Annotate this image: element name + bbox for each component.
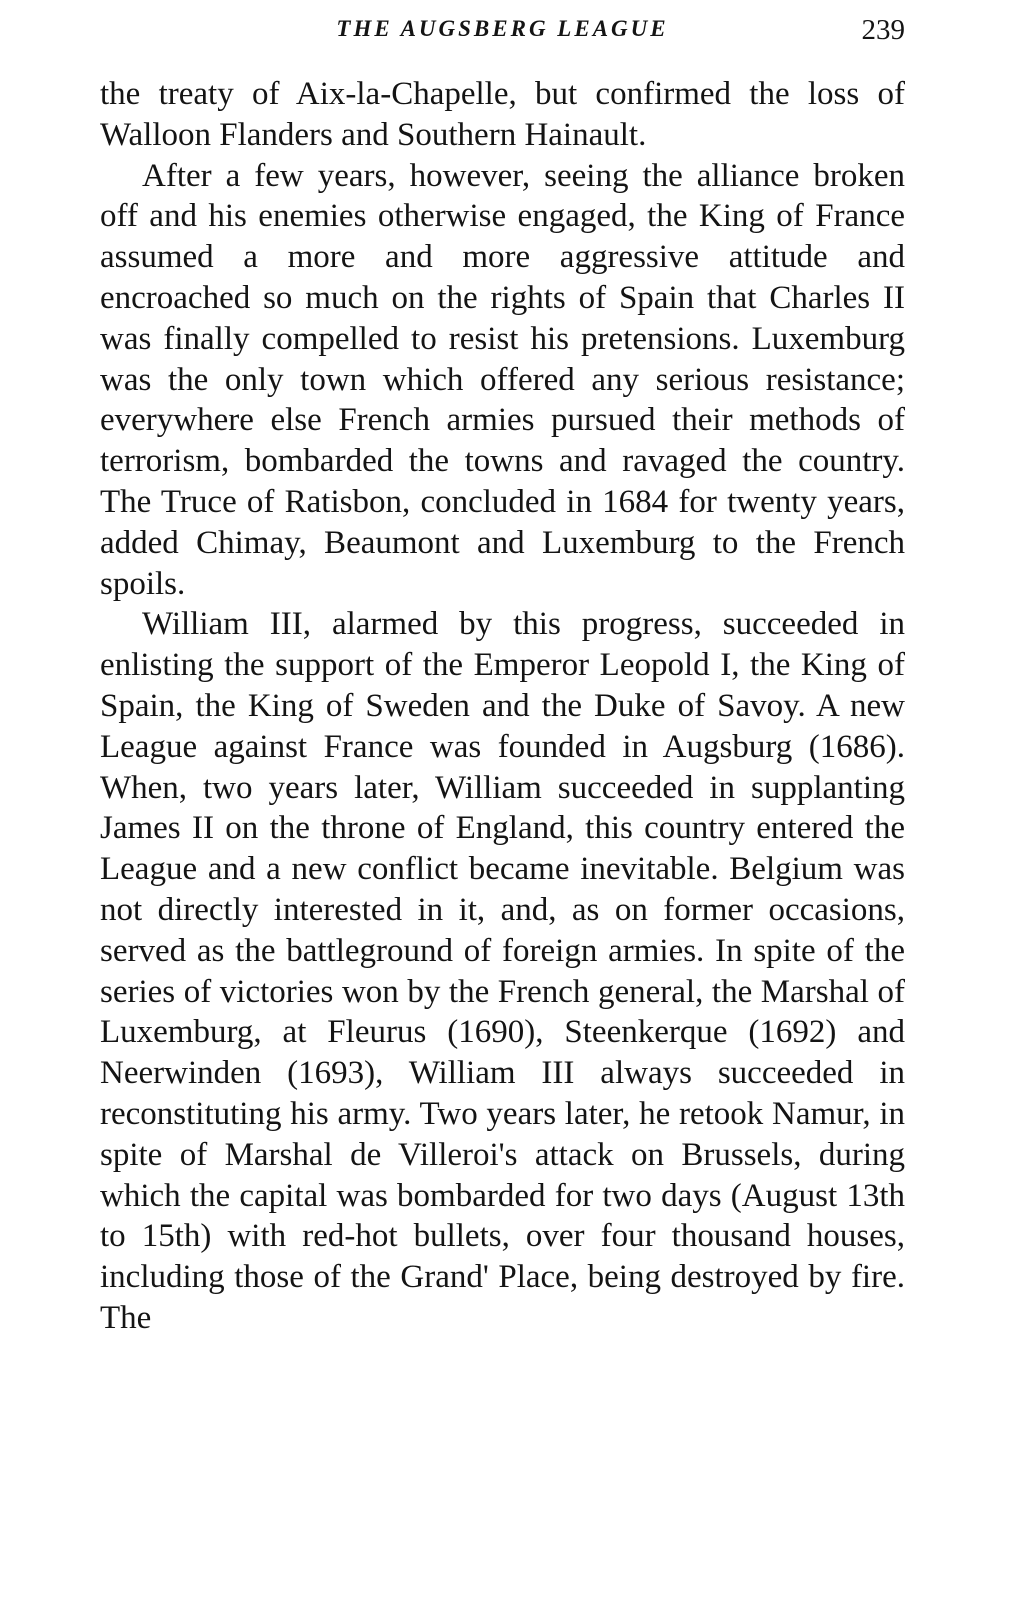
paragraph: William III, alarmed by this progress, succeeded in enlisting the support of the Emperor Leopold I, the King of Spain, the King of Sweden and the Duke of Savoy. A new League against France was founded in Augsburg (1686). When, two years later, William succeeded in supplanting James II on the throne of England, this country entered the League and a new conflict became inevitable. Belgium was not directly interested in it, and, as on former occasions, served as the battleground of foreign armies. In spite of the series of victories won by the French general, the Marshal of Luxemburg, at Fleurus (1690), Steenkerque (1692) and Neerwinden (1693), William III always succeeded in reconstituting his army. Two years later, he retook Namur, in spite of Marshal de Villeroi's attack on Brussels, during which the capital was bombarded for two days (August 13th to 15th) with red-hot bullets, over four thousand houses, including those of the Grand' Place, being destroyed by fire. The — [100, 606, 905, 1336]
running-head — [100, 14, 905, 50]
running-title: THE AUGSBERG LEAGUE — [336, 16, 669, 41]
page-number: 239 — [861, 14, 905, 46]
body-text — [100, 74, 905, 1339]
paragraph-continued: the treaty of Aix-la-Chapelle, but confirmed the loss of Walloon Flanders and Southern Hainault. — [100, 76, 905, 153]
paragraph: After a few years, however, seeing the alliance broken off and his enemies otherwise engaged, the King of France assumed a more and more aggressive attitude and encroached so much on the rights of Spain that Charles II was finally compelled to resist his pretensions. Luxemburg was the only town which offered any serious resistance; everywhere else French armies pursued their methods of terrorism, bombarded the towns and ravaged the country. The Truce of Ratisbon, concluded in 1684 for twenty years, added Chimay, Beaumont and Luxemburg to the French spoils. — [100, 157, 905, 602]
